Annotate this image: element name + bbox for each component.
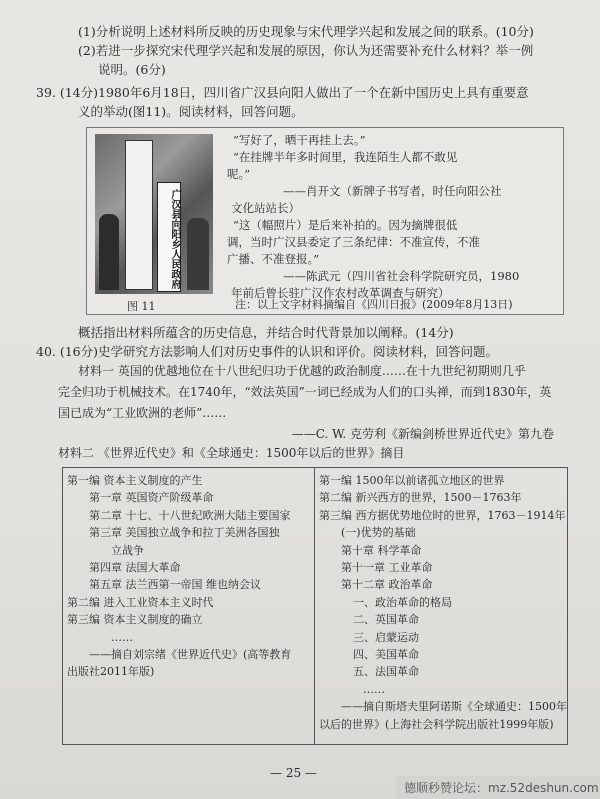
table-entry: 第二编 新兴西方的世界，1500－1763年 (319, 491, 522, 505)
quote-line: 调，当时广汉县委定了三条纪律：不准宣传，不准 (227, 235, 480, 249)
table-entry: …… (363, 682, 385, 696)
q38-item2-cont: 说明。(6分) (98, 62, 166, 77)
quote-line: 呢。” (227, 167, 251, 181)
photo-old-sign (125, 140, 153, 290)
table-entry: 出版社2011年版) (67, 665, 155, 679)
quote-line: “在挂牌半年多时间里，我连陌生人都不敢见 (233, 150, 458, 164)
table-entry: 立战争 (111, 543, 144, 557)
q38-item2: (2)若进一步探究宋代理学兴起和发展的原因，你认为还需要补充什么材料？举一例 (78, 43, 534, 58)
figure-caption: 图 11 (127, 300, 156, 313)
photo-person-left (99, 214, 119, 290)
q39-figure-box (86, 127, 564, 315)
quote-line: ——陈武元（四川省社会科学院研究员，1980 (283, 269, 520, 283)
table-entry: …… (111, 630, 133, 644)
table-entry: 第十二章 政治革命 (341, 578, 433, 592)
quote-line: ——肖开文（新牌子书写者，时任向阳公社 (283, 184, 502, 198)
table-entry: 以后的世界》(上海社会科学院出版社1999年版) (319, 717, 554, 731)
table-entry: 四、美国革命 (353, 648, 419, 662)
table-entry: 第四章 法国大革命 (89, 561, 181, 575)
table-entry: 第二编 进入工业资本主义时代 (67, 595, 214, 609)
table-entry: ——摘自斯塔夫里阿诺斯《全球通史：1500年 (341, 700, 567, 714)
q39-quotes (227, 132, 559, 302)
table-right-column (315, 468, 567, 744)
quote-line: “写好了，晒干再挂上去。” (233, 133, 366, 147)
page-number: — 25 — (270, 766, 317, 780)
quote-line: “这（幅照片）是后来补拍的。因为摘牌很低 (233, 218, 458, 232)
q39-source-note: 注：以上文字材料摘编自《四川日报》(2009年8月13日) (235, 298, 513, 311)
q39-question: 概括指出材料所蕴含的历史信息，并结合时代背景加以阐释。(14分) (78, 325, 454, 340)
q39-heading-cont: 义的举动(图11)。阅读材料，回答问题。 (78, 104, 304, 119)
q38-item1: (1)分析说明上述材料所反映的历史现象与宋代理学兴起和发展之间的联系。(10分) (78, 24, 534, 39)
material1-line: 完全归功于机械技术。在1740年，“效法英国”一词已经成为人们的口头禅，而到1830年，英 (58, 385, 552, 399)
table-entry: 第三编 资本主义制度的确立 (67, 613, 203, 627)
table-entry: 二、英国革命 (353, 613, 419, 627)
table-entry: (一)优势的基础 (341, 526, 416, 540)
material1-line: 材料一 英国的优越地位在十八世纪归功于优越的政治制度……在十九世纪初期则几乎 (78, 364, 526, 378)
figure-11-photo (95, 134, 213, 294)
photo-new-sign: 广汉县向阳乡人民政府 (157, 182, 181, 292)
material1-line: 国已成为“工业欧洲的老师”…… (58, 406, 227, 420)
table-entry: 第一编 1500年以前诸孤立地区的世界 (319, 474, 505, 487)
table-left-column (63, 468, 315, 744)
photo-person-right (187, 218, 209, 290)
material2-table (62, 467, 568, 745)
q39-heading: 39. (14分)1980年6月18日，四川省广汉县向阳人做出了一个在新中国历史上具有重要意 (36, 85, 529, 100)
table-entry: 五、法国革命 (353, 665, 419, 679)
table-entry: ——摘自刘宗绪《世界近代史》(高等教育 (89, 648, 292, 662)
quote-line: 文化站站长） (231, 201, 300, 215)
table-entry: 第一章 英国资产阶级革命 (89, 491, 214, 505)
quote-line: 广播、不准登报。” (227, 252, 320, 266)
material2-title: 材料二 《世界近代史》和《全球通史：1500年以后的世界》摘目 (58, 446, 405, 460)
material1-source: ——C. W. 克劳利《新编剑桥世界近代史》第九卷 (291, 427, 554, 441)
table-entry: 第一编 资本主义制度的产生 (67, 474, 203, 487)
table-entry: 一、政治革命的格局 (353, 595, 452, 609)
table-entry: 第三章 美国独立战争和拉丁美洲各国独 (89, 526, 280, 540)
table-entry: 第二章 十七、十八世纪欧洲大陆主要国家 (89, 508, 291, 522)
q40-heading: 40. (16分)史学研究方法影响人们对历史事件的认识和评价。阅读材料，回答问题。 (36, 344, 499, 359)
table-entry: 第五章 法兰西第一帝国 维也纳会议 (89, 578, 261, 592)
table-entry: 第十章 科学革命 (341, 543, 422, 557)
forum-watermark: 德顺秒赞论坛：mz.52deshun.com (396, 776, 600, 799)
quote-line: 年前后曾长驻广汉作农村改革调查与研究） (231, 286, 450, 300)
table-entry: 第三编 西方据优势地位时的世界，1763－1914年 (319, 508, 566, 522)
q40-material1 (58, 361, 566, 424)
table-entry: 第十一章 工业革命 (341, 561, 433, 575)
table-entry: 三、启蒙运动 (353, 630, 419, 644)
